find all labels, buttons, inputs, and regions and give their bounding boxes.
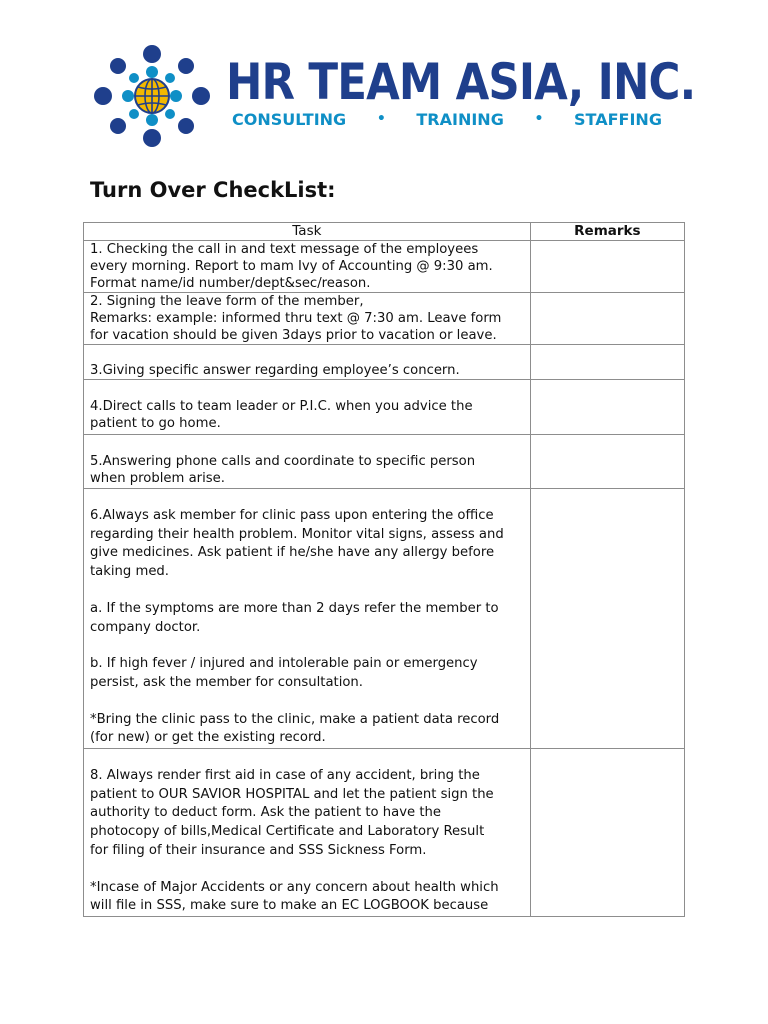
task-subpoint-line: persist, ask the member for consultation. bbox=[90, 674, 363, 690]
remarks-cell[interactable] bbox=[530, 380, 684, 435]
task-cell bbox=[84, 241, 531, 293]
remarks-cell[interactable] bbox=[530, 241, 684, 293]
remarks-cell[interactable] bbox=[530, 489, 684, 749]
task-subpoint-line: company doctor. bbox=[90, 619, 201, 635]
remarks-cell[interactable] bbox=[530, 435, 684, 489]
task-cell bbox=[84, 435, 531, 489]
task-line: 1. Checking the call in and text message of the employees bbox=[90, 242, 479, 257]
cell-spacer bbox=[90, 637, 524, 655]
task-line: 3.Giving specific answer regarding employee’s concern. bbox=[90, 363, 460, 378]
task-line: 8. Always render first aid in case of any accident, bring the bbox=[90, 768, 480, 784]
task-cell bbox=[84, 380, 531, 435]
table-row bbox=[84, 489, 685, 749]
bullet-separator: • bbox=[376, 111, 386, 127]
cell-spacer bbox=[90, 693, 524, 711]
task-cell bbox=[84, 489, 531, 749]
task-line: photocopy of bills,Medical Certificate and Laboratory Result bbox=[90, 824, 485, 840]
remarks-column-header: Remarks bbox=[530, 223, 684, 241]
document-title: Turn Over CheckList: bbox=[90, 178, 336, 202]
service-training: TRAINING bbox=[416, 109, 504, 129]
table-row bbox=[84, 435, 685, 489]
task-line: Remarks: example: informed thru text @ 7:30 am. Leave form bbox=[90, 311, 502, 326]
task-line: taking med. bbox=[90, 564, 169, 580]
table-row bbox=[84, 345, 685, 380]
task-note-line: *Bring the clinic pass to the clinic, make a patient data record bbox=[90, 711, 500, 727]
task-note-line: (for new) or get the existing record. bbox=[90, 730, 326, 746]
cell-spacer bbox=[90, 582, 524, 600]
task-line: every morning. Report to mam Ivy of Accounting @ 9:30 am. bbox=[90, 259, 493, 274]
task-cell bbox=[84, 345, 531, 380]
cell-spacer bbox=[90, 345, 524, 362]
remarks-cell[interactable] bbox=[530, 345, 684, 380]
cell-spacer bbox=[90, 435, 524, 453]
table-row bbox=[84, 749, 685, 917]
task-line: patient to go home. bbox=[90, 416, 221, 431]
services-tagline bbox=[232, 108, 662, 130]
task-subpoint-line: b. If high fever / injured and intolerable pain or emergency bbox=[90, 656, 478, 672]
task-subpoint-line: a. If the symptoms are more than 2 days refer the member to bbox=[90, 600, 499, 616]
task-line: patient to OUR SAVIOR HOSPITAL and let the patient sign the bbox=[90, 786, 494, 802]
remarks-cell[interactable] bbox=[530, 293, 684, 345]
task-note-line: will file in SSS, make sure to make an EC LOGBOOK because bbox=[90, 898, 489, 914]
cell-spacer bbox=[90, 380, 524, 398]
task-line: for filing of their insurance and SSS Sickness Form. bbox=[90, 842, 427, 858]
task-line: authority to deduct form. Ask the patient to have the bbox=[90, 805, 441, 821]
company-name: HR TEAM ASIA, INC. bbox=[226, 53, 696, 111]
service-staffing: STAFFING bbox=[574, 109, 662, 129]
task-line: Format name/id number/dept&sec/reason. bbox=[90, 276, 371, 291]
table-header-row bbox=[84, 223, 685, 241]
task-line: 2. Signing the leave form of the member, bbox=[90, 294, 364, 309]
service-consulting: CONSULTING bbox=[232, 109, 347, 129]
bullet-separator: • bbox=[534, 111, 544, 127]
task-note-line: *Incase of Major Accidents or any concern about health which bbox=[90, 879, 499, 895]
task-line: 5.Answering phone calls and coordinate to specific person bbox=[90, 454, 476, 469]
company-logo-icon bbox=[94, 44, 210, 148]
task-column-header: Task bbox=[84, 223, 531, 241]
table-row bbox=[84, 241, 685, 293]
task-line: give medicines. Ask patient if he/she have any allergy before bbox=[90, 545, 495, 561]
cell-spacer bbox=[90, 861, 524, 879]
table-row bbox=[84, 380, 685, 435]
task-line: for vacation should be given 3days prior to vacation or leave. bbox=[90, 328, 497, 343]
cell-spacer bbox=[90, 489, 524, 507]
task-cell bbox=[84, 293, 531, 345]
cell-spacer bbox=[90, 749, 524, 767]
checklist-table bbox=[83, 222, 685, 917]
task-line: 4.Direct calls to team leader or P.I.C. when you advice the bbox=[90, 399, 473, 414]
task-line: regarding their health problem. Monitor vital signs, assess and bbox=[90, 526, 504, 542]
remarks-cell[interactable] bbox=[530, 749, 684, 917]
table-row bbox=[84, 293, 685, 345]
task-cell bbox=[84, 749, 531, 917]
task-line: when problem arise. bbox=[90, 471, 225, 486]
task-line: 6.Always ask member for clinic pass upon entering the office bbox=[90, 508, 494, 523]
